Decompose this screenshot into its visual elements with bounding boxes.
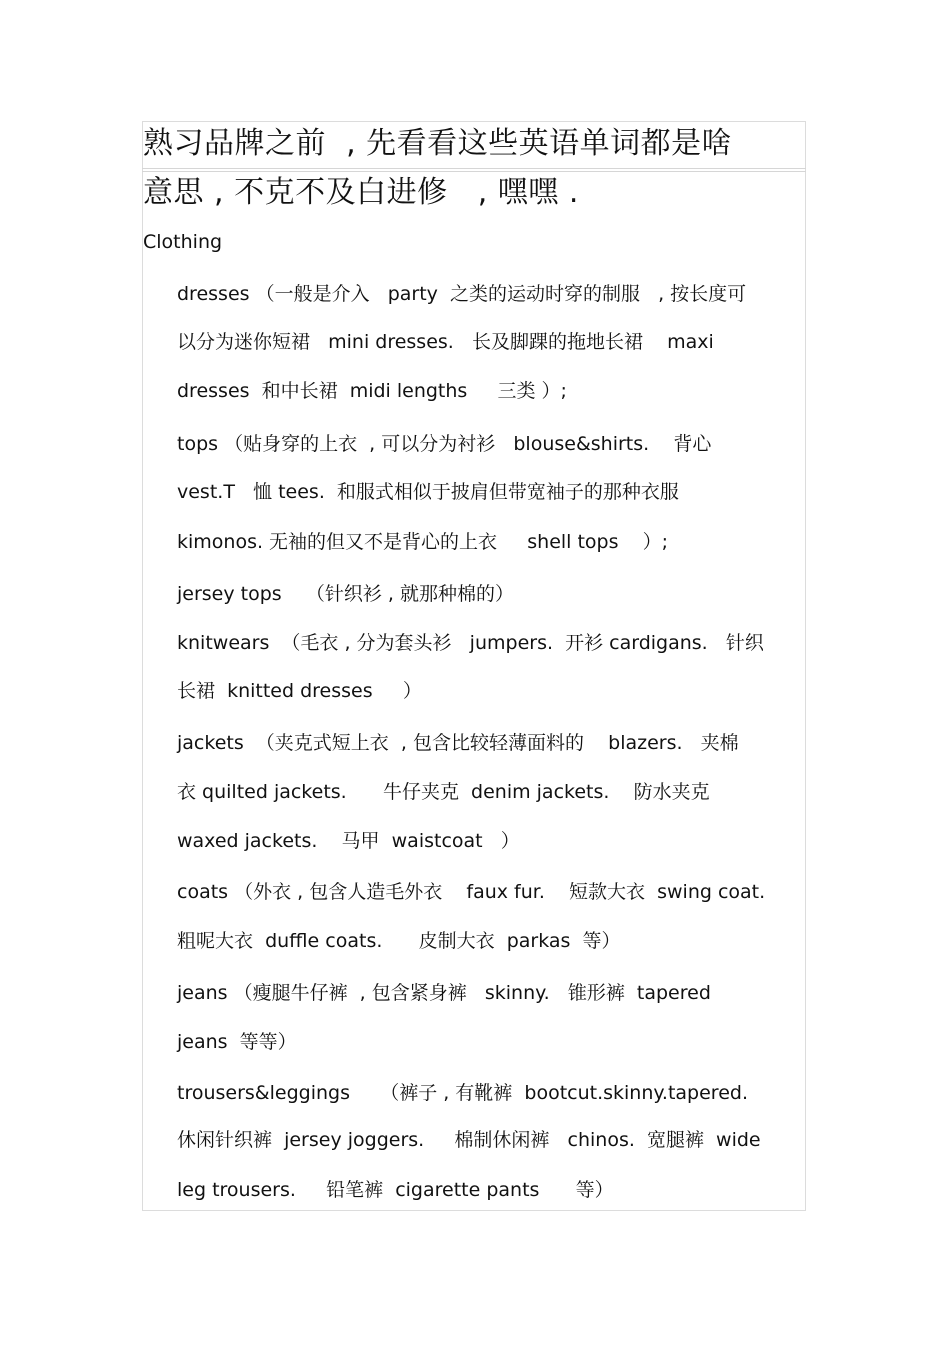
body-line: dresses 和中长裙 midi lengths 三类 ）; <box>177 380 567 402</box>
body-line: 衣 quilted jackets. 牛仔夹克 denim jackets. 防水夹克 <box>177 781 710 803</box>
body-line: vest.T 恤 tees. 和服式相似于披肩但带宽袖子的那种衣服 <box>177 481 679 503</box>
body-line: 休闲针织裤 jersey joggers. 棉制休闲裤 chinos. 宽腿裤 wide <box>177 1129 761 1151</box>
body-line: kimonos. 无袖的但又不是背心的上衣 shell tops ）; <box>177 531 669 553</box>
page-title-line-2: 意思 , 不克不及白进修 , 嘿嘿 . <box>143 175 579 210</box>
title-divider-secondary <box>142 171 806 172</box>
body-line: jeans （瘦腿牛仔裤 , 包含紧身裤 skinny. 锥形裤 tapered <box>177 982 711 1004</box>
body-line: 长裙 knitted dresses ） <box>177 680 422 702</box>
body-line: waxed jackets. 马甲 waistcoat ） <box>177 830 520 852</box>
body-line: jeans 等等） <box>177 1031 297 1053</box>
body-line: trousers&leggings （裤子 , 有靴裤 bootcut.skinny.tapered. <box>177 1082 748 1104</box>
body-line: jersey tops （针织衫 , 就那种棉的） <box>177 583 514 605</box>
body-line: leg trousers. 铅笔裤 cigarette pants 等） <box>177 1179 614 1201</box>
section-heading: Clothing <box>143 231 223 253</box>
body-line: 以分为迷你短裙 mini dresses. 长及脚踝的拖地长裙 maxi <box>177 331 714 353</box>
body-line: dresses （一般是介入 party 之类的运动时穿的制服 , 按长度可 <box>177 283 747 305</box>
page-title-line-1: 熟习品牌之前 , 先看看这些英语单词都是啥 <box>143 126 733 161</box>
title-divider <box>142 168 806 169</box>
body-line: knitwears （毛衣 , 分为套头衫 jumpers. 开衫 cardigans. 针织 <box>177 632 764 654</box>
body-line: jackets （夹克式短上衣 , 包含比较轻薄面料的 blazers. 夹棉 <box>177 732 739 754</box>
body-line: coats （外衣 , 包含人造毛外衣 faux fur. 短款大衣 swing coat. <box>177 881 766 903</box>
body-line: 粗呢大衣 duffle coats. 皮制大衣 parkas 等） <box>177 930 621 952</box>
body-line: tops （贴身穿的上衣 , 可以分为衬衫 blouse&shirts. 背心 <box>177 433 712 455</box>
